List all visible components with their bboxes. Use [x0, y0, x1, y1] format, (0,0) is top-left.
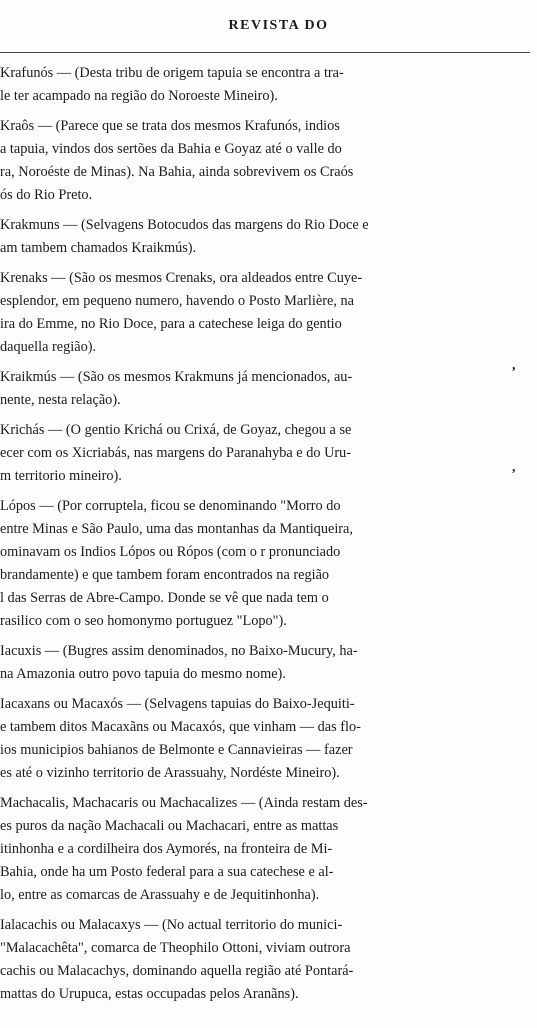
- entry-line: Kraikmús — (São os mesmos Krakmuns já mencionados, au-: [0, 369, 353, 385]
- glossary-entry: [0, 214, 530, 260]
- entry-line: ira do Emme, no Rio Doce, para a catechese leiga do gentio: [0, 316, 342, 332]
- entry-gap: [0, 207, 530, 214]
- glossary-entry: [0, 495, 530, 633]
- entry-line: a tapuia, vindos dos sertões da Bahia e Goyaz até o valle do: [0, 141, 342, 157]
- entry-gap: [0, 359, 530, 366]
- entry-line: Krenaks — (São os mesmos Crenaks, ora aldeados entre Cuye-: [0, 270, 363, 286]
- glossary-entry: [0, 640, 530, 686]
- entry-line: Bahia, onde ha um Posto federal para a sua catechese e al-: [0, 864, 334, 880]
- entry-line: esplendor, em pequeno numero, havendo o Posto Marlière, na: [0, 293, 354, 309]
- entry-gap: [0, 686, 530, 693]
- entry-line: l das Serras de Abre-Campo. Donde se vê que nada tem o: [0, 590, 329, 606]
- glossary-entry: [0, 366, 530, 412]
- entry-line: Iacaxans ou Macaxós — (Selvagens tapuias do Baixo-Jequiti-: [0, 696, 355, 712]
- entry-gap: [0, 907, 530, 914]
- glossary-entry: [0, 693, 530, 785]
- entry-line: ios municipios bahianos de Belmonte e Cannavieiras — fazer: [0, 742, 353, 758]
- entry-gap: [0, 108, 530, 115]
- entry-line: mattas do Urupuca, estas occupadas pelos Aranãns).: [0, 986, 299, 1002]
- glossary-entry: [0, 419, 530, 488]
- entry-gap: [0, 412, 530, 419]
- entry-line: lo, entre as comarcas de Arassuahy e de Jequitinhonha).: [0, 887, 320, 903]
- entry-line: e tambem ditos Macaxãns ou Macaxós, que vinham — das flo-: [0, 719, 361, 735]
- glossary-entry: [0, 792, 530, 907]
- entry-line: rasilico com o seo homonymo portuguez "Lopo").: [0, 613, 287, 629]
- entry-line: itinhonha e a cordilheira dos Aymorés, na fronteira de Mi-: [0, 841, 333, 857]
- entry-line: Lópos — (Por corruptela, ficou se denominando "Morro do: [0, 498, 341, 514]
- entry-line: "Malacachêta", comarca de Theophilo Ottoni, viviam outrora: [0, 940, 351, 956]
- entry-line: ominavam os Indios Lópos ou Rópos (com o r pronunciado: [0, 544, 341, 560]
- entry-line: es puros da nação Machacali ou Machacari, entre as mattas: [0, 818, 339, 834]
- entry-line: Ialacachis ou Malacaxys — (No actual territorio do munici-: [0, 917, 343, 933]
- header-rule: [0, 52, 530, 53]
- stray-mark: ,: [512, 460, 516, 475]
- entry-line: cachis ou Malacachys, dominando aquella região até Pontará-: [0, 963, 354, 979]
- running-header: [0, 18, 537, 34]
- entry-line: brandamente) e que tambem foram encontrados na região: [0, 567, 330, 583]
- entry-line: nente, nesta relação).: [0, 392, 121, 408]
- glossary-entry: [0, 115, 530, 207]
- entry-gap: [0, 633, 530, 640]
- entry-line: am tambem chamados Kraikmús).: [0, 240, 197, 256]
- page-body: [0, 62, 530, 1006]
- entry-line: Krakmuns — (Selvagens Botocudos das margens do Rio Doce e: [0, 217, 369, 233]
- running-title: REVISTA DO: [228, 18, 329, 33]
- entry-line: le ter acampado na região do Noroeste Mineiro).: [0, 88, 278, 104]
- entry-line: ra, Noroéste de Minas). Na Bahia, ainda sobrevivem os Craós: [0, 164, 354, 180]
- entry-gap: [0, 260, 530, 267]
- entry-line: ós do Rio Preto.: [0, 187, 93, 203]
- stray-mark: ,: [512, 358, 516, 373]
- entry-line: Krichás — (O gentio Krichá ou Crixá, de Goyaz, chegou a se: [0, 422, 352, 438]
- entry-line: Kraôs — (Parece que se trata dos mesmos Krafunós, indios: [0, 118, 340, 134]
- glossary-entry: [0, 914, 530, 1006]
- glossary-entry: [0, 62, 530, 108]
- entry-line: entre Minas e São Paulo, uma das montanhas da Mantiqueira,: [0, 521, 353, 537]
- entry-line: daquella região).: [0, 339, 97, 355]
- entry-line: Krafunós — (Desta tribu de origem tapuia se encontra a tra-: [0, 65, 344, 81]
- entry-gap: [0, 785, 530, 792]
- entry-line: na Amazonia outro povo tapuia do mesmo nome).: [0, 666, 286, 682]
- entry-line: m territorio mineiro).: [0, 468, 122, 484]
- entry-line: ecer com os Xicriabás, nas margens do Paranahyba e do Uru-: [0, 445, 352, 461]
- entry-line: es até o vizinho territorio de Arassuahy, Nordéste Mineiro).: [0, 765, 340, 781]
- entry-line: Machacalis, Machacaris ou Machacalizes — (Ainda restam des-: [0, 795, 368, 811]
- glossary-entry: [0, 267, 530, 359]
- entry-gap: [0, 488, 530, 495]
- entry-line: Iacuxis — (Bugres assim denominados, no Baixo-Mucury, ha-: [0, 643, 358, 659]
